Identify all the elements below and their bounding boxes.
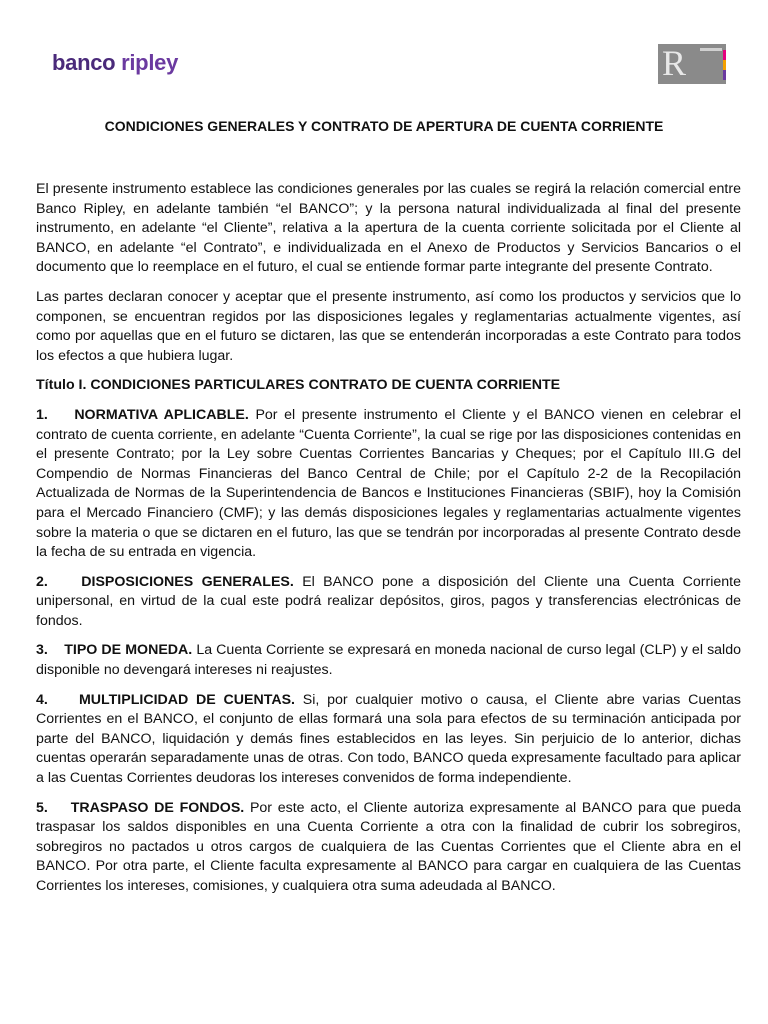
clause-number: 1. bbox=[36, 406, 48, 423]
clause-normativa-aplicable bbox=[36, 406, 741, 563]
emblem-letter: R bbox=[662, 43, 687, 83]
clause-heading: TIPO DE MONEDA. bbox=[64, 642, 193, 659]
clause-number: 3. bbox=[36, 642, 48, 659]
document-title: CONDICIONES GENERALES Y CONTRATO DE APERTURA DE CUENTA CORRIENTE bbox=[104, 118, 664, 134]
clause-tipo-de-moneda bbox=[36, 641, 741, 680]
clause-number: 5. bbox=[36, 799, 48, 816]
clause-number: 2. bbox=[36, 573, 48, 590]
section-title-i bbox=[36, 376, 741, 396]
logo-word-ripley: ripley bbox=[121, 50, 179, 75]
clause-text: Por este acto, el Cliente autoriza expresamente al BANCO para que pueda traspasar los saldos disponibles en una Cuenta Corriente a otra con la finalidad de cubrir los sobregiros, sobregiros no pactados u otros cargos de cualquiera de las Cuentas Corrientes que el Cliente abra en el BANCO. Por otra parte, el Cliente faculta expresamente al BANCO para cargar en cualquiera de las Cuentas Corrientes los intereses, comisiones, y cualquiera otra suma adeudada al BANCO. bbox=[36, 799, 741, 894]
clause-disposiciones-generales bbox=[36, 573, 741, 632]
banco-ripley-logo bbox=[52, 50, 178, 76]
clause-traspaso-de-fondos bbox=[36, 799, 741, 897]
clause-heading: MULTIPLICIDAD DE CUENTAS. bbox=[78, 691, 295, 708]
clause-text: El BANCO pone a disposición del Cliente una Cuenta Corriente unipersonal, en virtud de la cual este podrá realizar depósitos, giros, pagos y transferencias electrónicas de fondos. bbox=[36, 573, 741, 629]
document-body bbox=[36, 180, 741, 907]
clause-number: 4. bbox=[36, 691, 48, 708]
logo-word-banco: banco bbox=[52, 50, 116, 75]
section-heading: Título I. CONDICIONES PARTICULARES CONTRATO DE CUENTA CORRIENTE bbox=[36, 377, 561, 394]
clause-text: Si, por cualquier motivo o causa, el Cliente abre varias Cuentas Corrientes en el BANCO, el conjunto de ellas formará una sola para efectos de su terminación anticipada por parte del BANCO, liquidación y demás fines establecidos en las leyes. Sin perjuicio de lo anterior, dichas cuentas operarán separadamente unas de otras. Con todo, BANCO queda expresamente facultado para aplicar a las Cuentas Corrientes deudoras los intereses convenidos de forma independiente. bbox=[36, 691, 741, 787]
clause-heading: DISPOSICIONES GENERALES. bbox=[81, 573, 294, 590]
clause-multiplicidad-de-cuentas bbox=[36, 691, 741, 789]
clause-heading: NORMATIVA APLICABLE. bbox=[74, 406, 249, 423]
clause-text: La Cuenta Corriente se expresará en moneda nacional de curso legal (CLP) y el saldo disponible no devengará intereses ni reajustes. bbox=[36, 642, 741, 679]
ripley-emblem-logo bbox=[658, 44, 726, 84]
clause-heading: TRASPASO DE FONDOS. bbox=[70, 799, 245, 816]
emblem-mark bbox=[700, 48, 722, 51]
emblem-color-bars bbox=[723, 50, 726, 80]
clause-text: Por el presente instrumento el Cliente y el BANCO vienen en celebrar el contrato de cuenta corriente, en adelante “Cuenta Corriente”, la cual se rige por las disposiciones contenidas en el presente Contrato; por la Ley sobre Cuentas Corrientes Bancarias y Cheques; por el Capítulo III.G del Compendio de Normas Financieras del Banco Central de Chile; por el Capítulo 2-2 de la Recopilación Actualizada de Normas de la Superintendencia de Bancos e Instituciones Financieras (SBIF), hoy la Comisión para el Mercado Financiero (CMF); y las demás disposiciones legales y reglamentarias actualmente vigentes sobre la materia o que se dictaren en el futuro, las que se tendrán por incorporadas al presente Contrato desde la fecha de su entrada en vigencia. bbox=[36, 406, 741, 561]
declaration-paragraph: Las partes declaran conocer y aceptar que el presente instrumento, así como los productos y servicios que lo componen, se encuentran regidos por las disposiciones legales y reglamentarias actualmente vigentes, así como por aquellas que en el futuro se dictaren, las que se entenderán incorporadas a este Contrato para todos los efectos a que hubiera lugar. bbox=[36, 288, 741, 364]
intro-paragraph: El presente instrumento establece las condiciones generales por las cuales se regirá la relación comercial entre Banco Ripley, en adelante también “el BANCO”; y la persona natural individualizada al final del presente instrumento, en adelante “el Cliente”, relativa a la apertura de la cuenta corriente solicitada por el Cliente al BANCO, en adelante “el Contrato”, e individualizada en el Anexo de Productos y Servicios Bancarios o el documento que lo reemplace en el futuro, el cual se entiende formar parte integrante del presente Contrato. bbox=[36, 181, 741, 276]
